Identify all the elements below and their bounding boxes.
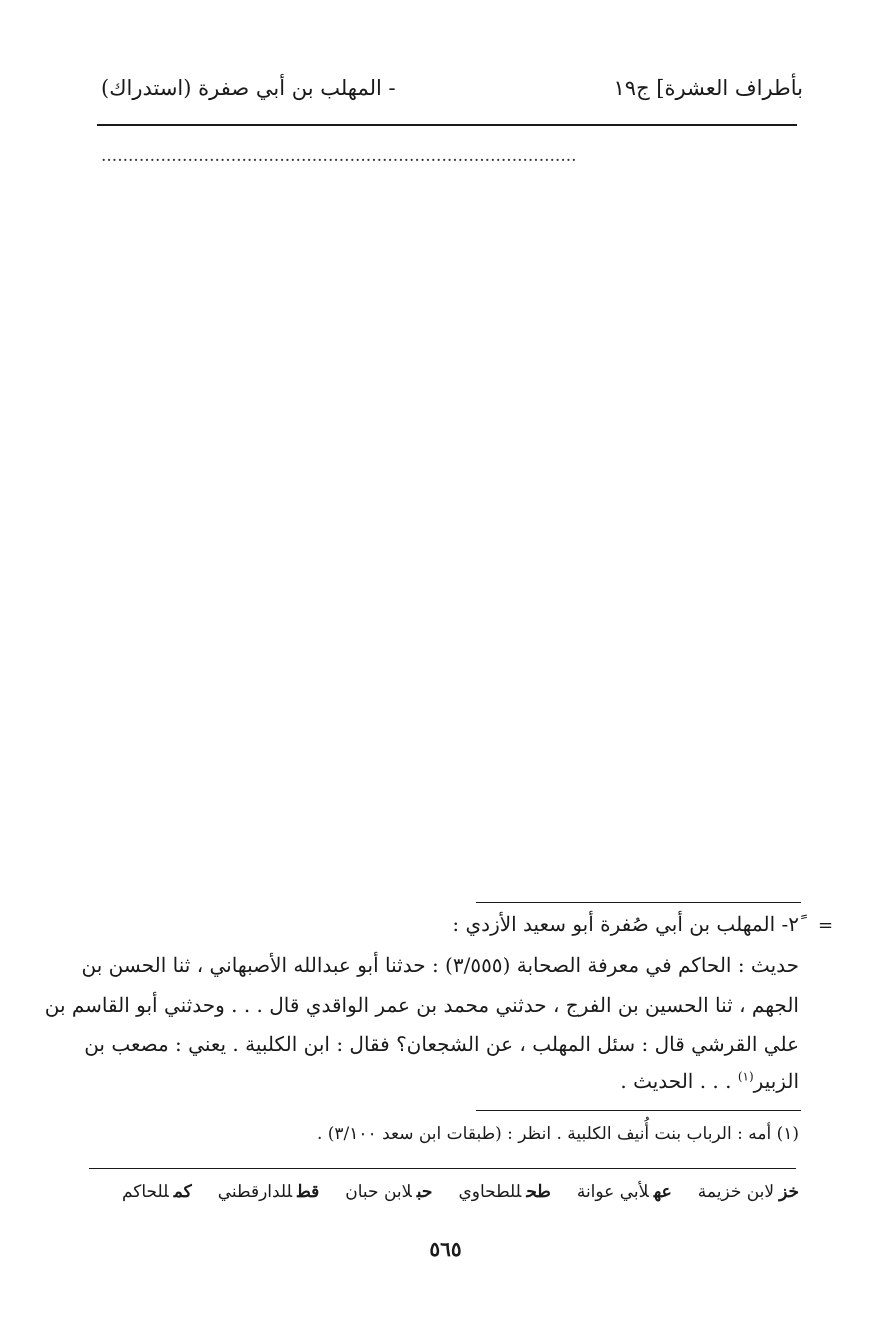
entry-line-3: علي القرشي قال : سئل المهلب ، عن الشجعان؟ فقال : ابن الكلبية . يعني : مصعب بن <box>84 1032 799 1056</box>
abbreviation-label: لأبي عوانة <box>576 1182 649 1202</box>
abbreviation-item <box>458 1182 550 1202</box>
header-rule <box>97 124 797 126</box>
footnote-reference: (١) <box>737 1069 754 1084</box>
entry-line-4 <box>620 1069 799 1093</box>
entry-line-2: الجهم ، ثنا الحسين بن الفرج ، حدثني محمد بن عمر الواقدي قال . . . وحدثني أبو القاسم بن <box>44 993 799 1017</box>
dotted-separator: ........................................................................................ <box>101 146 577 166</box>
running-header-section-title: - المهلب بن أبي صفرة (استدراك) <box>101 76 396 100</box>
abbreviation-item <box>577 1182 672 1202</box>
abbreviation-code: عه <box>653 1182 672 1202</box>
abbreviation-code: خز <box>779 1182 799 1202</box>
abbreviation-label: للدارقطني <box>217 1182 293 1202</box>
abbreviations-rule <box>89 1168 796 1169</box>
abbreviation-item <box>345 1182 432 1202</box>
abbreviation-label: لابن حبان <box>345 1182 412 1202</box>
abbreviation-label: للحاكم <box>121 1182 169 1202</box>
abbreviation-item <box>218 1182 320 1202</box>
abbreviation-item <box>122 1182 192 1202</box>
abbreviations-legend <box>122 1182 799 1202</box>
entry-rule <box>476 902 801 903</box>
abbreviation-code: حب <box>416 1182 433 1202</box>
abbreviation-code: طح <box>526 1182 551 1202</box>
abbreviation-code: كم <box>173 1182 192 1202</box>
footnote: (١) أمه : الرباب بنت أُنيف الكلبية . انظر : (طبقات ابن سعد ٣/١٠٠) . <box>316 1124 799 1144</box>
entry-line-1: حديث : الحاكم في معرفة الصحابة (٣/٥٥٥) : حدثنا أبو عبدالله الأصبهاني ، ثنا الحسن بن <box>81 953 799 977</box>
continuation-mark: = <box>818 915 834 936</box>
abbreviation-label: للطحاوي <box>458 1182 522 1202</box>
entry-last-line-end: . . . الحديث . <box>620 1069 738 1093</box>
abbreviation-label: لابن خزيمة <box>697 1182 775 1202</box>
entry-title: ٢ً- المهلب بن أبي صُفرة أبو سعيد الأزدي : <box>452 912 799 936</box>
page-number: ٥٦٥ <box>429 1237 462 1261</box>
footnote-rule <box>476 1110 801 1111</box>
abbreviation-item <box>698 1182 799 1202</box>
abbreviation-code: قط <box>297 1182 320 1202</box>
entry-last-line-start: الزبير <box>753 1069 799 1093</box>
running-header-book-title: بأطراف العشرة] ج١٩ <box>613 76 803 100</box>
